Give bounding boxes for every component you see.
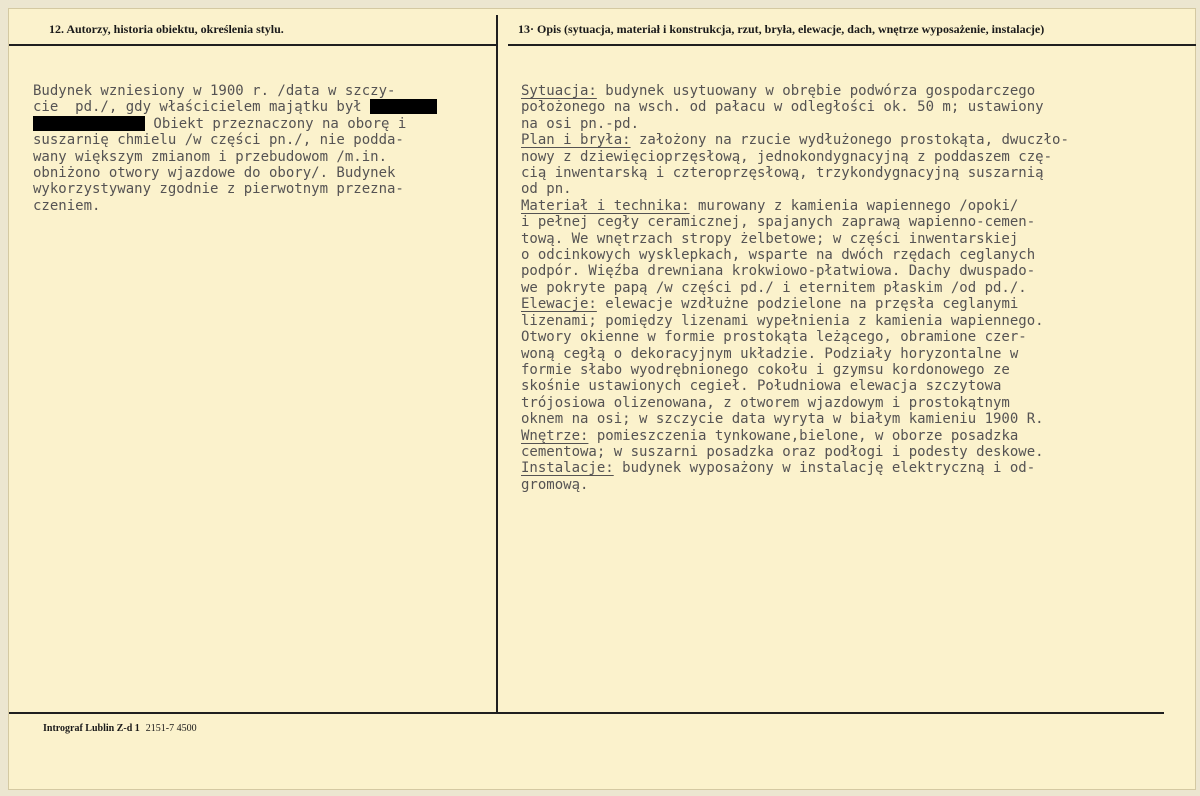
history-line: wykorzystywany zgodnie z pierwotnym przezna-: [33, 181, 404, 198]
history-line: suszarnię chmielu /w części pn./, nie podda-: [33, 132, 404, 149]
description-line: oknem na osi; w szczycie data wyryta w białym kamieniu 1900 R.: [521, 411, 1044, 428]
description-line: skośnie ustawionych cegieł. Południowa elewacja szczytowa: [521, 378, 1002, 395]
description-line: położonego na wsch. od pałacu w odległości ok. 50 m; ustawiony: [521, 99, 1044, 116]
history-line: obniżono otwory wjazdowe do obory/. Budynek: [33, 165, 396, 182]
header-rule-right: [508, 44, 1196, 46]
description-line: gromową.: [521, 476, 589, 493]
redaction-bar: [370, 99, 437, 114]
header-rule-left: [9, 44, 498, 46]
description-line: trójosiowa olizenowana, z otworem wjazdowym i prostokątnym: [521, 394, 1010, 411]
description-line: cementowa; w suszarni posadzka oraz podłogi i podesty deskowe.: [521, 443, 1044, 460]
inventory-card: [8, 8, 1196, 790]
description-line: cią inwentarską i czteroprzęsłową, trzykondygnacyjną suszarnią: [521, 165, 1044, 182]
description-line: pomieszczenia tynkowane,bielone, w oborze posadzka: [588, 427, 1019, 444]
heading-elewacje: Elewacje:: [521, 296, 597, 313]
printer-name: Intrograf Lublin Z-d 1: [43, 723, 140, 734]
description-line: lizenami; pomiędzy lizenami wypełnienia z kamienia wapiennego.: [521, 312, 1044, 329]
description-line: nowy z dziewięcioprzęsłową, jednokondygnacyjną z poddaszem czę-: [521, 148, 1053, 165]
heading-plan-i-bryla: Plan i bryła:: [521, 132, 631, 149]
printer-imprint: [43, 723, 197, 734]
history-line: wany większym zmianom i przebudowom /m.in.: [33, 148, 388, 165]
column-divider: [496, 15, 498, 713]
description-line: woną cegłą o dekoracyjnym układzie. Podziały horyzontalne w: [521, 345, 1019, 362]
description-line: i pełnej cegły ceramicznej, spajanych zaprawą wapienno-cemen-: [521, 214, 1036, 231]
history-line: cie pd./, gdy właścicielem majątku był: [33, 99, 371, 116]
description-line: tową. We wnętrzach stropy żelbetowe; w części inwentarskiej: [521, 230, 1019, 247]
section-13-header: 13· Opis (sytuacja, materiał i konstrukcja, rzut, bryła, elewacje, dach, wnętrze wyposażenie, instalacje): [518, 22, 1045, 36]
description-line: od pn.: [521, 181, 572, 198]
description-line: założony na rzucie wydłużonego prostokąta, dwuczło-: [630, 132, 1069, 149]
description-line: elewacje wzdłużne podzielone na przęsła ceglanymi: [596, 296, 1019, 313]
description-line: podpór. Więźba drewniana krokwiowo-płatwiowa. Dachy dwuspado-: [521, 263, 1036, 280]
print-code: 2151-7 4500: [145, 723, 197, 734]
heading-sytuacja: Sytuacja:: [521, 83, 597, 99]
history-line: Obiekt przeznaczony na oborę i: [145, 115, 407, 132]
footer-rule: [9, 712, 1164, 714]
description-line: we pokryte papą /w części pd./ i eternitem płaskim /od pd./.: [521, 279, 1027, 296]
description-line: o odcinkowych wysklepkach, wsparte na dwóch rzędach ceglanych: [521, 247, 1036, 264]
description-line: murowany z kamienia wapiennego /opoki/: [689, 197, 1019, 214]
history-text: [33, 83, 437, 214]
section-12-header: 12. Autorzy, historia obiektu, określenia stylu.: [49, 22, 284, 36]
heading-wnetrze: Wnętrze:: [521, 427, 589, 444]
description-line: Otwory okienne w formie prostokąta leżącego, obramione czer-: [521, 329, 1027, 346]
history-line: czeniem.: [33, 197, 101, 214]
description-line: budynek usytuowany w obrębie podwórza gospodarczego: [596, 83, 1036, 99]
redaction-bar: [33, 116, 145, 131]
heading-instalacje: Instalacje:: [521, 460, 614, 477]
description-text: [521, 83, 1069, 493]
heading-material-i-technika: Materiał i technika:: [521, 197, 690, 214]
description-line: budynek wyposażony w instalację elektryczną i od-: [613, 460, 1036, 477]
history-line: Budynek wzniesiony w 1900 r. /data w szczy-: [33, 83, 396, 99]
description-line: formie słabo wyodrębnionego cokołu i gzymsu kordonowego ze: [521, 361, 1010, 378]
description-line: na osi pn.-pd.: [521, 115, 640, 132]
